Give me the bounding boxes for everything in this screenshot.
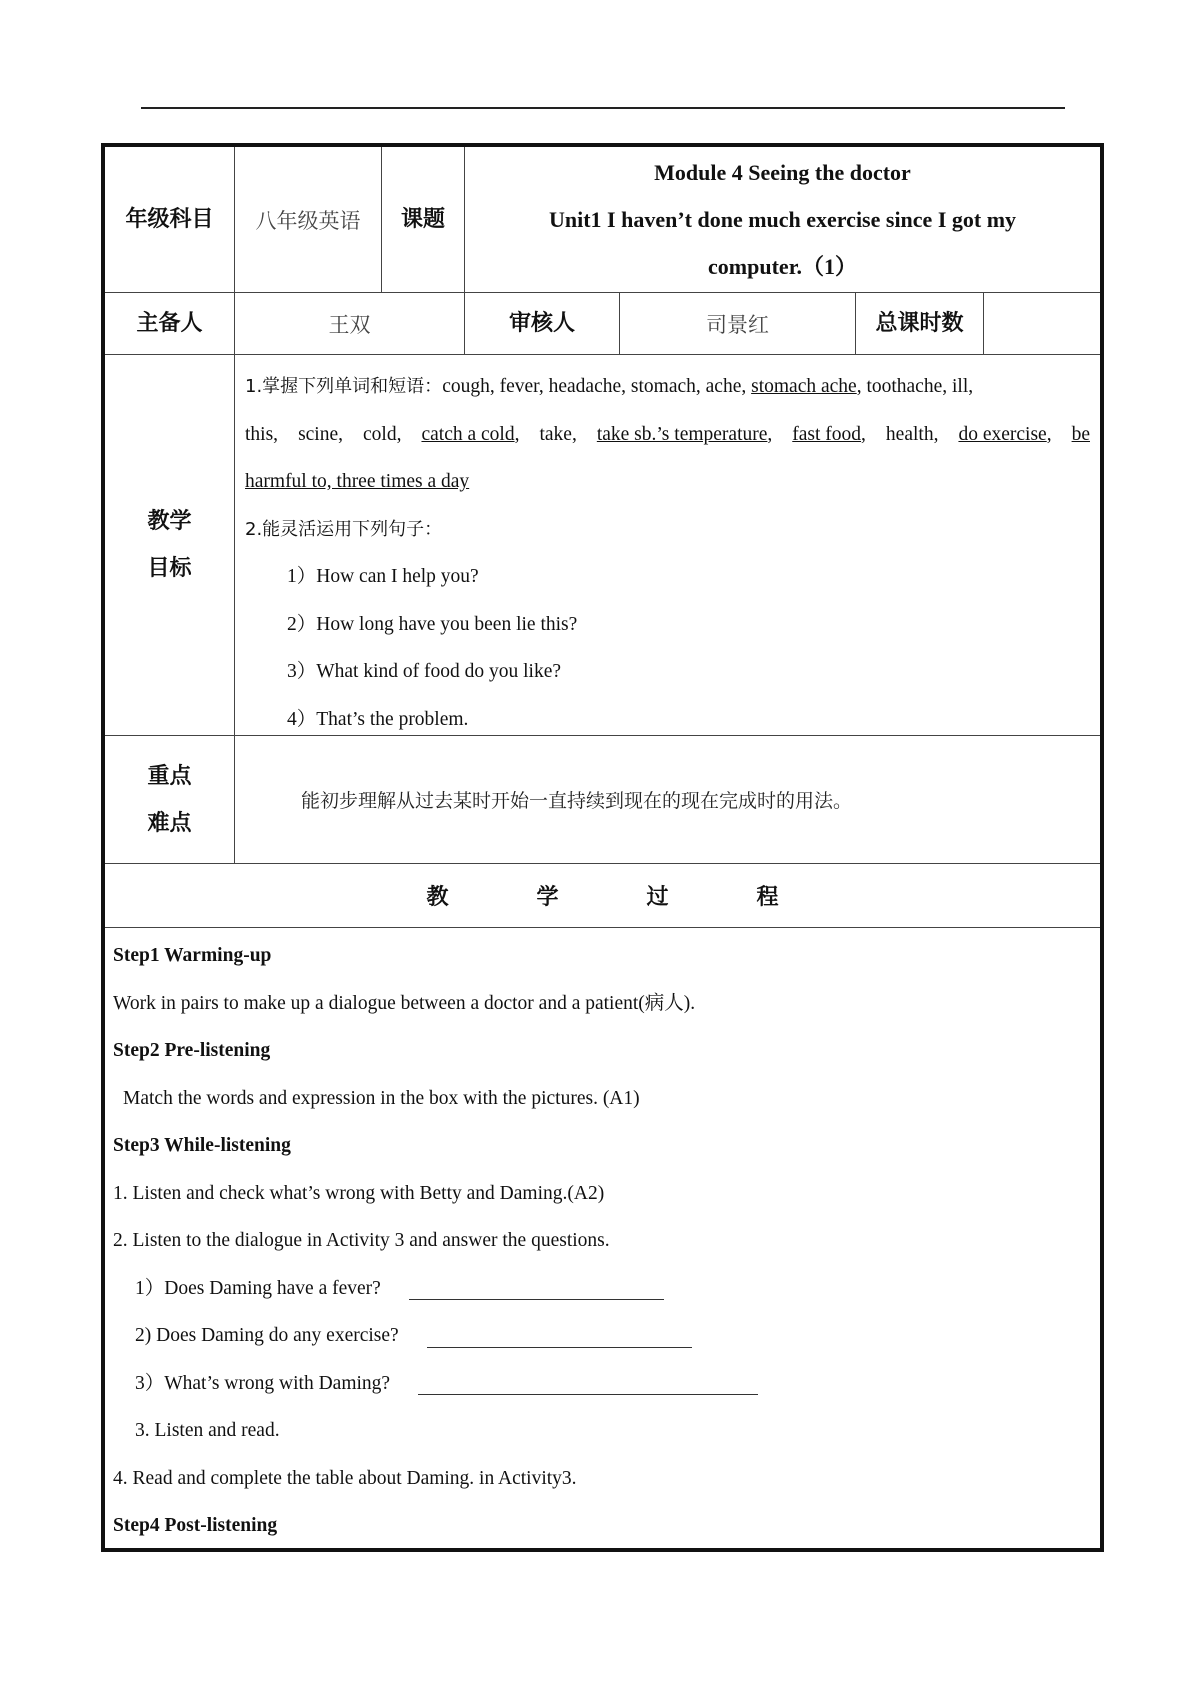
- key-points-label: [105, 736, 235, 863]
- vocab-word: headache,: [548, 376, 627, 397]
- vocab-token: [958, 411, 1051, 459]
- reviewer-label: 审核人: [465, 293, 620, 354]
- process-header: [105, 864, 1100, 928]
- grade-subject-label: 年级科目: [105, 147, 235, 292]
- vocab-phrase: fast food: [792, 423, 862, 445]
- answer-blank[interactable]: [427, 1346, 692, 1348]
- sentence-item: 1）How can I help you?: [287, 566, 479, 587]
- key-points-label-line1: 重点: [147, 763, 192, 789]
- vocab-line-2: [245, 411, 1090, 459]
- vocab-token: [886, 411, 939, 459]
- objectives-label-line1: 教学: [147, 509, 192, 534]
- vocab-phrase: be: [1071, 423, 1090, 445]
- vocab-phrase: catch a cold: [421, 423, 515, 445]
- vocab-token: [298, 411, 343, 459]
- question-row: [113, 1312, 1092, 1360]
- key-points-row: [105, 736, 1100, 864]
- vocab-intro: 1.掌握下列单词和短语：: [245, 376, 443, 397]
- question-row: [113, 1265, 1092, 1313]
- vocab-word: take,: [539, 423, 577, 445]
- vocab-phrase: take sb.’s temperature: [596, 423, 768, 445]
- vocab-phrase: stomach ache: [751, 376, 857, 397]
- step-heading: Step1 Warming-up: [113, 945, 272, 966]
- lesson-title-line3: computer.（1）: [708, 254, 857, 279]
- vocab-word: ,: [861, 423, 866, 445]
- key-points-text: 能初步理解从过去某时开始一直持续到现在的现在完成时的用法。: [301, 790, 853, 812]
- process-title-char: 教: [426, 885, 449, 910]
- step-text: 2. Listen to the dialogue in Activity 3 and answer the questions.: [113, 1230, 610, 1251]
- objectives-row: [105, 355, 1100, 736]
- step-text: 4. Read and complete the table about Daming. in Activity3.: [113, 1467, 577, 1489]
- vocab-line-1: [245, 363, 973, 411]
- step-text: 3. Listen and read.: [135, 1420, 280, 1441]
- vocab-word: fever,: [499, 376, 544, 397]
- key-points-label-line2: 难点: [147, 810, 192, 836]
- vocab-token: [792, 411, 866, 459]
- preparer-value: 王双: [235, 293, 465, 354]
- vocab-token: [421, 411, 519, 459]
- vocab-word: ,: [514, 423, 520, 445]
- process-title-char: 过: [646, 885, 669, 910]
- total-hours-label: 总课时数: [856, 293, 984, 354]
- lesson-title-line1: Module 4 Seeing the doctor: [654, 160, 911, 185]
- staff-row: [105, 293, 1100, 355]
- vocab-word: ,: [1046, 423, 1052, 445]
- answer-blank[interactable]: [418, 1393, 758, 1395]
- vocab-word: ,: [767, 423, 773, 445]
- lesson-plan-table: [101, 143, 1104, 1552]
- process-steps: [105, 928, 1100, 1548]
- question-text: 1）Does Daming have a fever?: [135, 1277, 381, 1299]
- reviewer-value: 司景红: [620, 293, 856, 354]
- lesson-title-line2: Unit1 I haven’t done much exercise since I got my: [548, 207, 1017, 232]
- total-hours-value[interactable]: [984, 293, 1100, 354]
- sentence-item: 2）How long have you been lie this?: [287, 613, 578, 635]
- vocab-word: cough,: [442, 376, 495, 397]
- step-heading: Step2 Pre-listening: [113, 1040, 271, 1061]
- question-text: 3）What’s wrong with Daming?: [135, 1372, 391, 1394]
- topic-label: 课题: [382, 147, 465, 292]
- vocab-word: cold,: [363, 423, 402, 445]
- sentence-item: 4）That’s the problem.: [287, 708, 469, 730]
- vocab-token: [597, 411, 772, 459]
- step-heading: Step4 Post-listening: [113, 1515, 278, 1536]
- vocab-token: [245, 411, 278, 459]
- title-row: [105, 147, 1100, 293]
- sentence-item: 3）What kind of food do you like?: [287, 661, 562, 682]
- objectives-label-line2: 目标: [147, 556, 192, 581]
- vocab-word: this,: [245, 423, 279, 445]
- step-text: Match the words and expression in the box with the pictures. (A1): [123, 1087, 640, 1109]
- answer-blank[interactable]: [409, 1298, 664, 1300]
- vocab-word: health,: [885, 423, 939, 445]
- question-text: 2) Does Daming do any exercise?: [135, 1325, 399, 1346]
- process-title-char: 程: [756, 885, 779, 910]
- step-text: 1. Listen and check what’s wrong with Betty and Daming.(A2): [113, 1182, 605, 1204]
- vocab-word: stomach,: [630, 376, 701, 397]
- vocab-phrase: do exercise: [958, 423, 1047, 445]
- vocab-token: [1072, 411, 1090, 459]
- vocab-token: [363, 411, 401, 459]
- vocab-word: ache,: [705, 376, 747, 397]
- process-title-char: 学: [536, 885, 559, 910]
- question-row: [113, 1360, 1092, 1408]
- lesson-title: [465, 147, 1100, 292]
- vocab-word: , toothache, ill,: [856, 376, 974, 397]
- objectives-content: [235, 355, 1100, 735]
- grade-subject-value: 八年级英语: [235, 147, 382, 292]
- preparer-label: 主备人: [105, 293, 235, 354]
- vocab-token: [539, 411, 576, 459]
- vocab-word: scine,: [298, 423, 344, 445]
- header-rule: [141, 107, 1065, 109]
- sentences-intro: 2.能灵活运用下列句子：: [245, 518, 443, 540]
- step-text: Work in pairs to make up a dialogue between a doctor and a patient(病人).: [113, 992, 696, 1014]
- vocab-line-3: harmful to, three times a day: [245, 471, 470, 492]
- objectives-label: [105, 355, 235, 735]
- step-heading: Step3 While-listening: [113, 1135, 291, 1156]
